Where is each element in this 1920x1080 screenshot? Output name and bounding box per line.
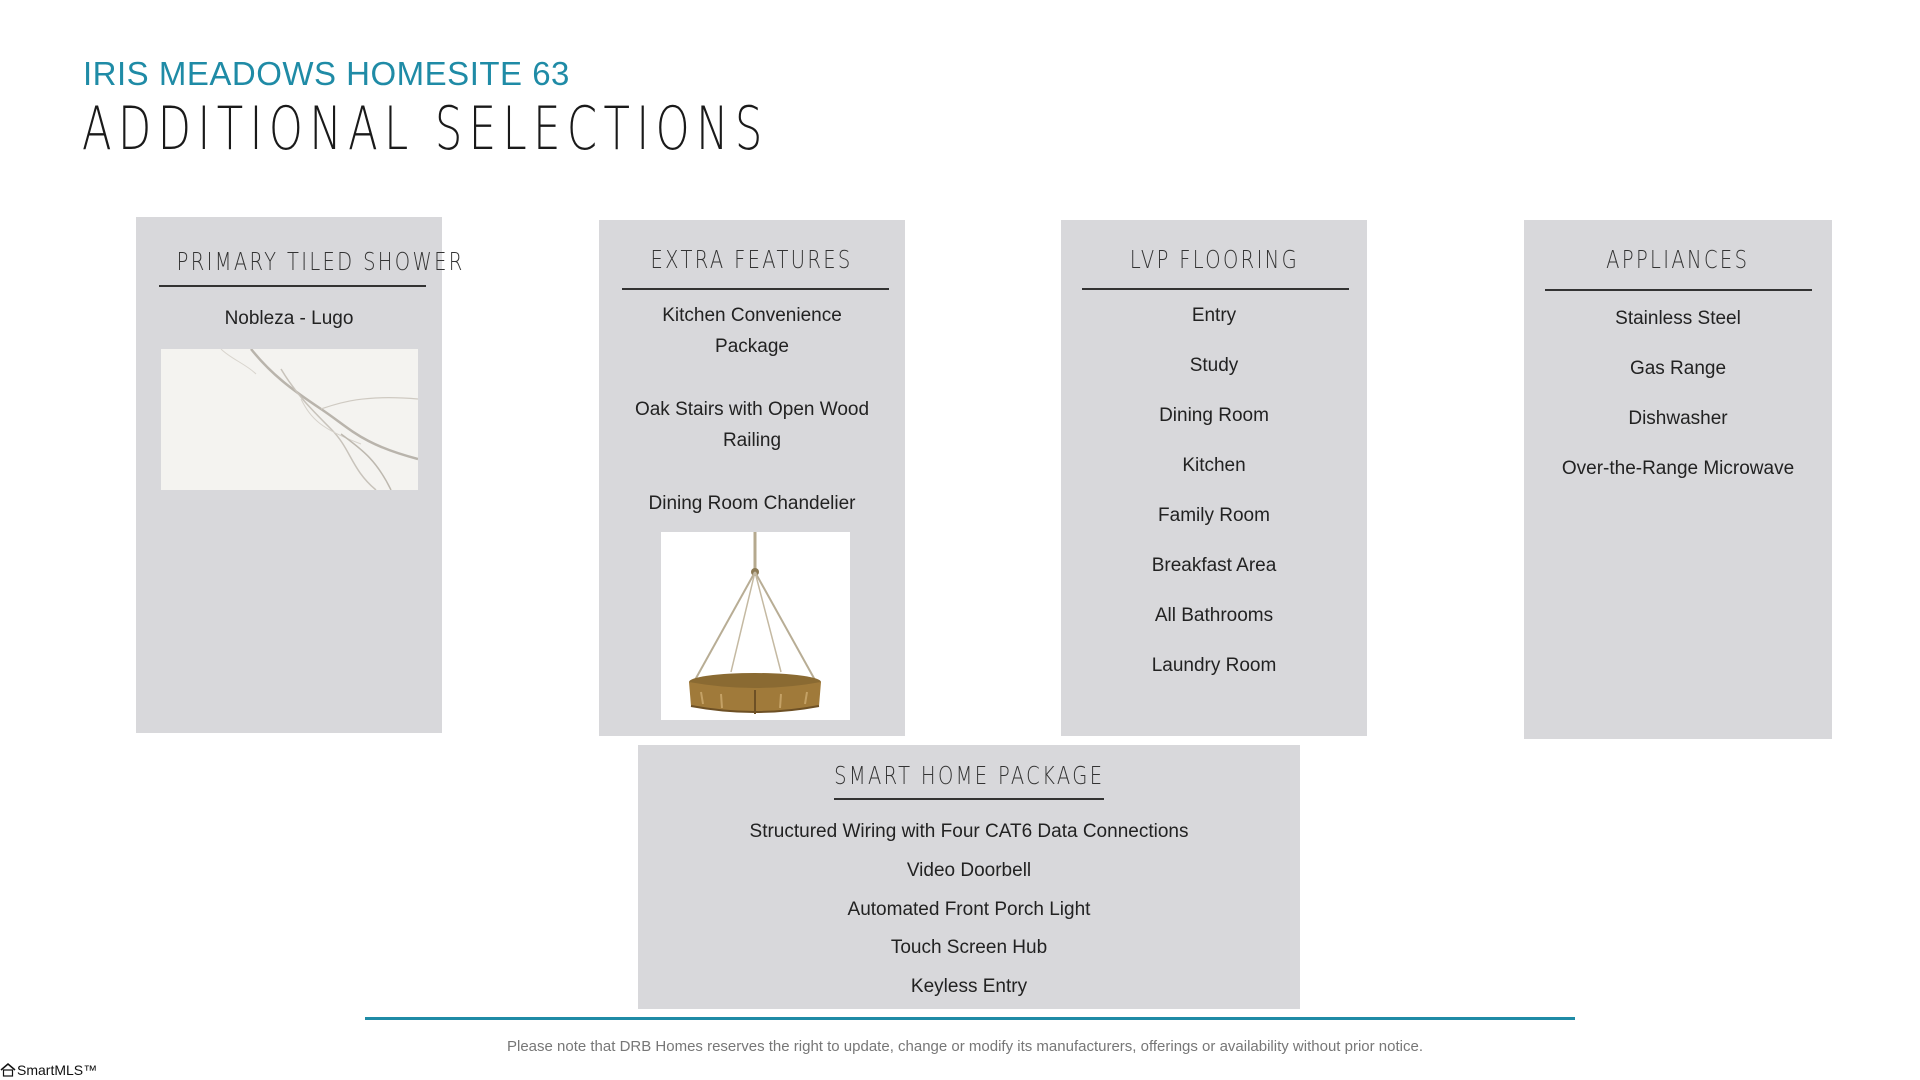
card-title: SMART HOME PACKAGE [833, 761, 1105, 790]
card-appliances [1524, 220, 1832, 739]
card-title: APPLIANCES [1606, 245, 1750, 274]
house-logo-icon [0, 1063, 16, 1077]
list-item: Package [715, 336, 789, 357]
card-divider [1545, 289, 1812, 291]
card-title: EXTRA FEATURES [650, 245, 854, 274]
list-item: Touch Screen Hub [890, 937, 1048, 958]
chandelier-image [661, 532, 850, 720]
list-item: Automated Front Porch Light [847, 899, 1091, 920]
list-item: Kitchen [1182, 455, 1246, 476]
marble-tile-image [161, 349, 418, 490]
watermark-text: SmartMLS™ [17, 1062, 98, 1078]
list-item: Nobleza - Lugo [224, 308, 354, 329]
card-divider [622, 288, 889, 290]
card-divider [1082, 288, 1349, 290]
card-title: PRIMARY TILED SHOWER [176, 247, 465, 276]
list-item: Kitchen Convenience [662, 305, 842, 326]
card-primary-tiled-shower [136, 217, 465, 733]
list-item: Video Doorbell [906, 860, 1032, 881]
list-item: Gas Range [1629, 358, 1727, 379]
card-lvp-flooring [1061, 220, 1367, 736]
page-title: ADDITIONAL SELECTIONS [82, 94, 769, 164]
homesite-subtitle: IRIS MEADOWS HOMESITE 63 [83, 55, 570, 92]
list-item: Stainless Steel [1615, 308, 1741, 329]
card-divider [159, 285, 426, 287]
footer-divider [365, 1017, 1575, 1020]
list-item: All Bathrooms [1154, 605, 1274, 626]
disclaimer-text: Please note that DRB Homes reserves the right to update, change or modify its manufacturers, offerings or availability without prior notice. [506, 1038, 1423, 1055]
list-item: Family Room [1158, 505, 1270, 526]
list-item: Laundry Room [1151, 655, 1277, 676]
list-item: Over-the-Range Microwave [1561, 458, 1795, 479]
list-item: Oak Stairs with Open Wood [634, 399, 870, 420]
list-item: Breakfast Area [1151, 555, 1277, 576]
list-item: Dishwasher [1628, 408, 1728, 429]
list-item: Keyless Entry [910, 976, 1028, 997]
list-item: Structured Wiring with Four CAT6 Data Connections [749, 821, 1189, 842]
card-smart-home-package [638, 745, 1300, 1009]
list-item: Railing [722, 430, 782, 451]
card-extra-features [599, 220, 905, 736]
list-item: Study [1189, 355, 1239, 376]
mls-watermark [0, 1062, 97, 1078]
card-title: LVP FLOORING [1129, 245, 1299, 274]
list-item: Entry [1191, 305, 1237, 326]
list-item: Dining Room [1159, 405, 1269, 426]
card-divider [834, 798, 1104, 800]
list-item: Dining Room Chandelier [648, 493, 856, 514]
